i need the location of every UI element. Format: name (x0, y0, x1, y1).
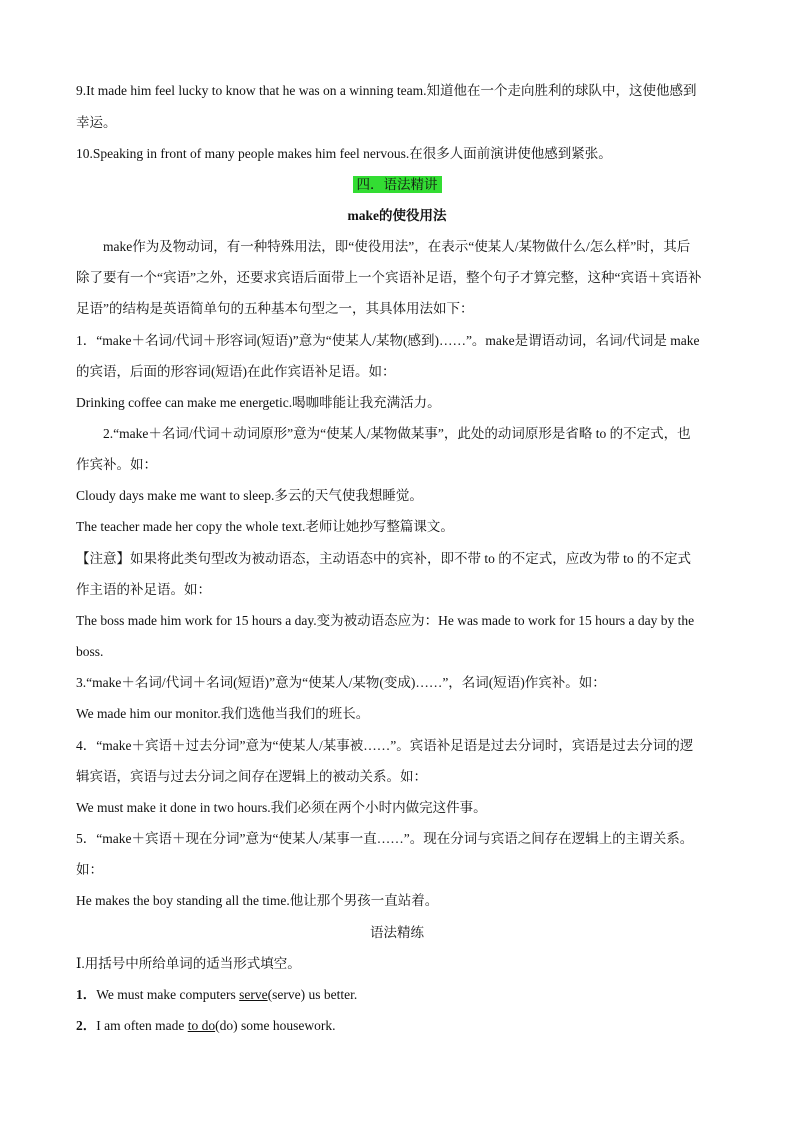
exercise-item (76, 985, 726, 1005)
note-example-cont: boss. (76, 644, 104, 659)
rule-3: 3.“make＋名词/代词＋名词(短语)”意为“使某人/某物(变成)……”，名词(短语)作宾补。如： (76, 675, 606, 690)
section-heading (0, 175, 794, 195)
rule-2-example-2: The teacher made her copy the whole text.老师让她抄写整篇课文。 (76, 519, 454, 534)
exercise-instruction: Ⅰ.用括号中所给单词的适当形式填空。 (76, 956, 301, 971)
section-subtitle: make的使役用法 (347, 208, 447, 223)
rule-2-line1: 2.“make＋名词/代词＋动词原形”意为“使某人/某物做某事”，此处的动词原形是省略 to 的不定式，也 (103, 426, 691, 441)
sentence-9-cont: 幸运。 (76, 115, 117, 130)
rule-5-example: He makes the boy standing all the time.他让那个男孩一直站着。 (76, 893, 439, 908)
intro-paragraph-line2: 除了要有一个“宾语”之外，还要求宾语后面带上一个宾语补足语，整个句子才算完整，这种“宾语＋宾语补 (76, 270, 702, 285)
note-line2: 作主语的补足语。如： (76, 582, 211, 597)
practice-title: 语法精练 (370, 925, 424, 940)
exercise-answer: to do (187, 1018, 216, 1033)
rule-5-line2: 如： (76, 862, 103, 877)
exercise-item (76, 1016, 726, 1036)
intro-paragraph-line1: make作为及物动词，有一种特殊用法，即“使役用法”，在表示“使某人/某物做什么/怎么样”时，其后 (103, 239, 691, 254)
rule-2-example-1: Cloudy days make me want to sleep.多云的天气使我想睡觉。 (76, 488, 423, 503)
rule-4-example: We must make it done in two hours.我们必须在两个小时内做完这件事。 (76, 800, 487, 815)
rule-4-line2: 辑宾语，宾语与过去分词之间存在逻辑上的被动关系。如： (76, 769, 427, 784)
rule-1-line1: 1．“make＋名词/代词＋形容词(短语)”意为“使某人/某物(感到)……”。make是谓语动词，名词/代词是 make (76, 333, 700, 348)
exercise-text-pre: We must make computers (96, 987, 240, 1002)
note-line1: 【注意】如果将此类句型改为被动语态，主动语态中的宾补，即不带 to 的不定式，应改为带 to 的不定式 (76, 551, 692, 566)
exercise-text-pre: I am often made (96, 1018, 188, 1033)
section-heading-highlight: 四．语法精讲 (353, 176, 442, 193)
exercise-number: 2． (76, 1018, 97, 1033)
exercise-answer: serve (239, 987, 268, 1002)
rule-1-example: Drinking coffee can make me energetic.喝咖啡能让我充满活力。 (76, 395, 441, 410)
sentence-9: 9.It made him feel lucky to know that he was on a winning team.知道他在一个走向胜利的球队中，这使他感到 (76, 83, 697, 98)
rule-2-line2: 作宾补。如： (76, 457, 157, 472)
rule-1-line2: 的宾语，后面的形容词(短语)在此作宾语补足语。如： (76, 364, 396, 379)
exercise-text-post: (do) some housework. (215, 1018, 336, 1033)
sentence-10: 10.Speaking in front of many people makes him feel nervous.在很多人面前演讲使他感到紧张。 (76, 146, 612, 161)
note-example: The boss made him work for 15 hours a day.变为被动语态应为：He was made to work for 15 hours a day by the (76, 613, 695, 628)
intro-paragraph-line3: 足语”的结构是英语简单句的五种基本句型之一，其具体用法如下： (76, 301, 474, 316)
rule-5-line1: 5．“make＋宾语＋现在分词”意为“使某人/某事一直……”。现在分词与宾语之间存在逻辑上的主谓关系。 (76, 831, 694, 846)
rule-4-line1: 4．“make＋宾语＋过去分词”意为“使某人/某事被……”。宾语补足语是过去分词时，宾语是过去分词的逻 (76, 738, 694, 753)
exercise-number: 1． (76, 987, 97, 1002)
rule-3-example: We made him our monitor.我们选他当我们的班长。 (76, 706, 370, 721)
exercise-text-post: (serve) us better. (267, 987, 358, 1002)
